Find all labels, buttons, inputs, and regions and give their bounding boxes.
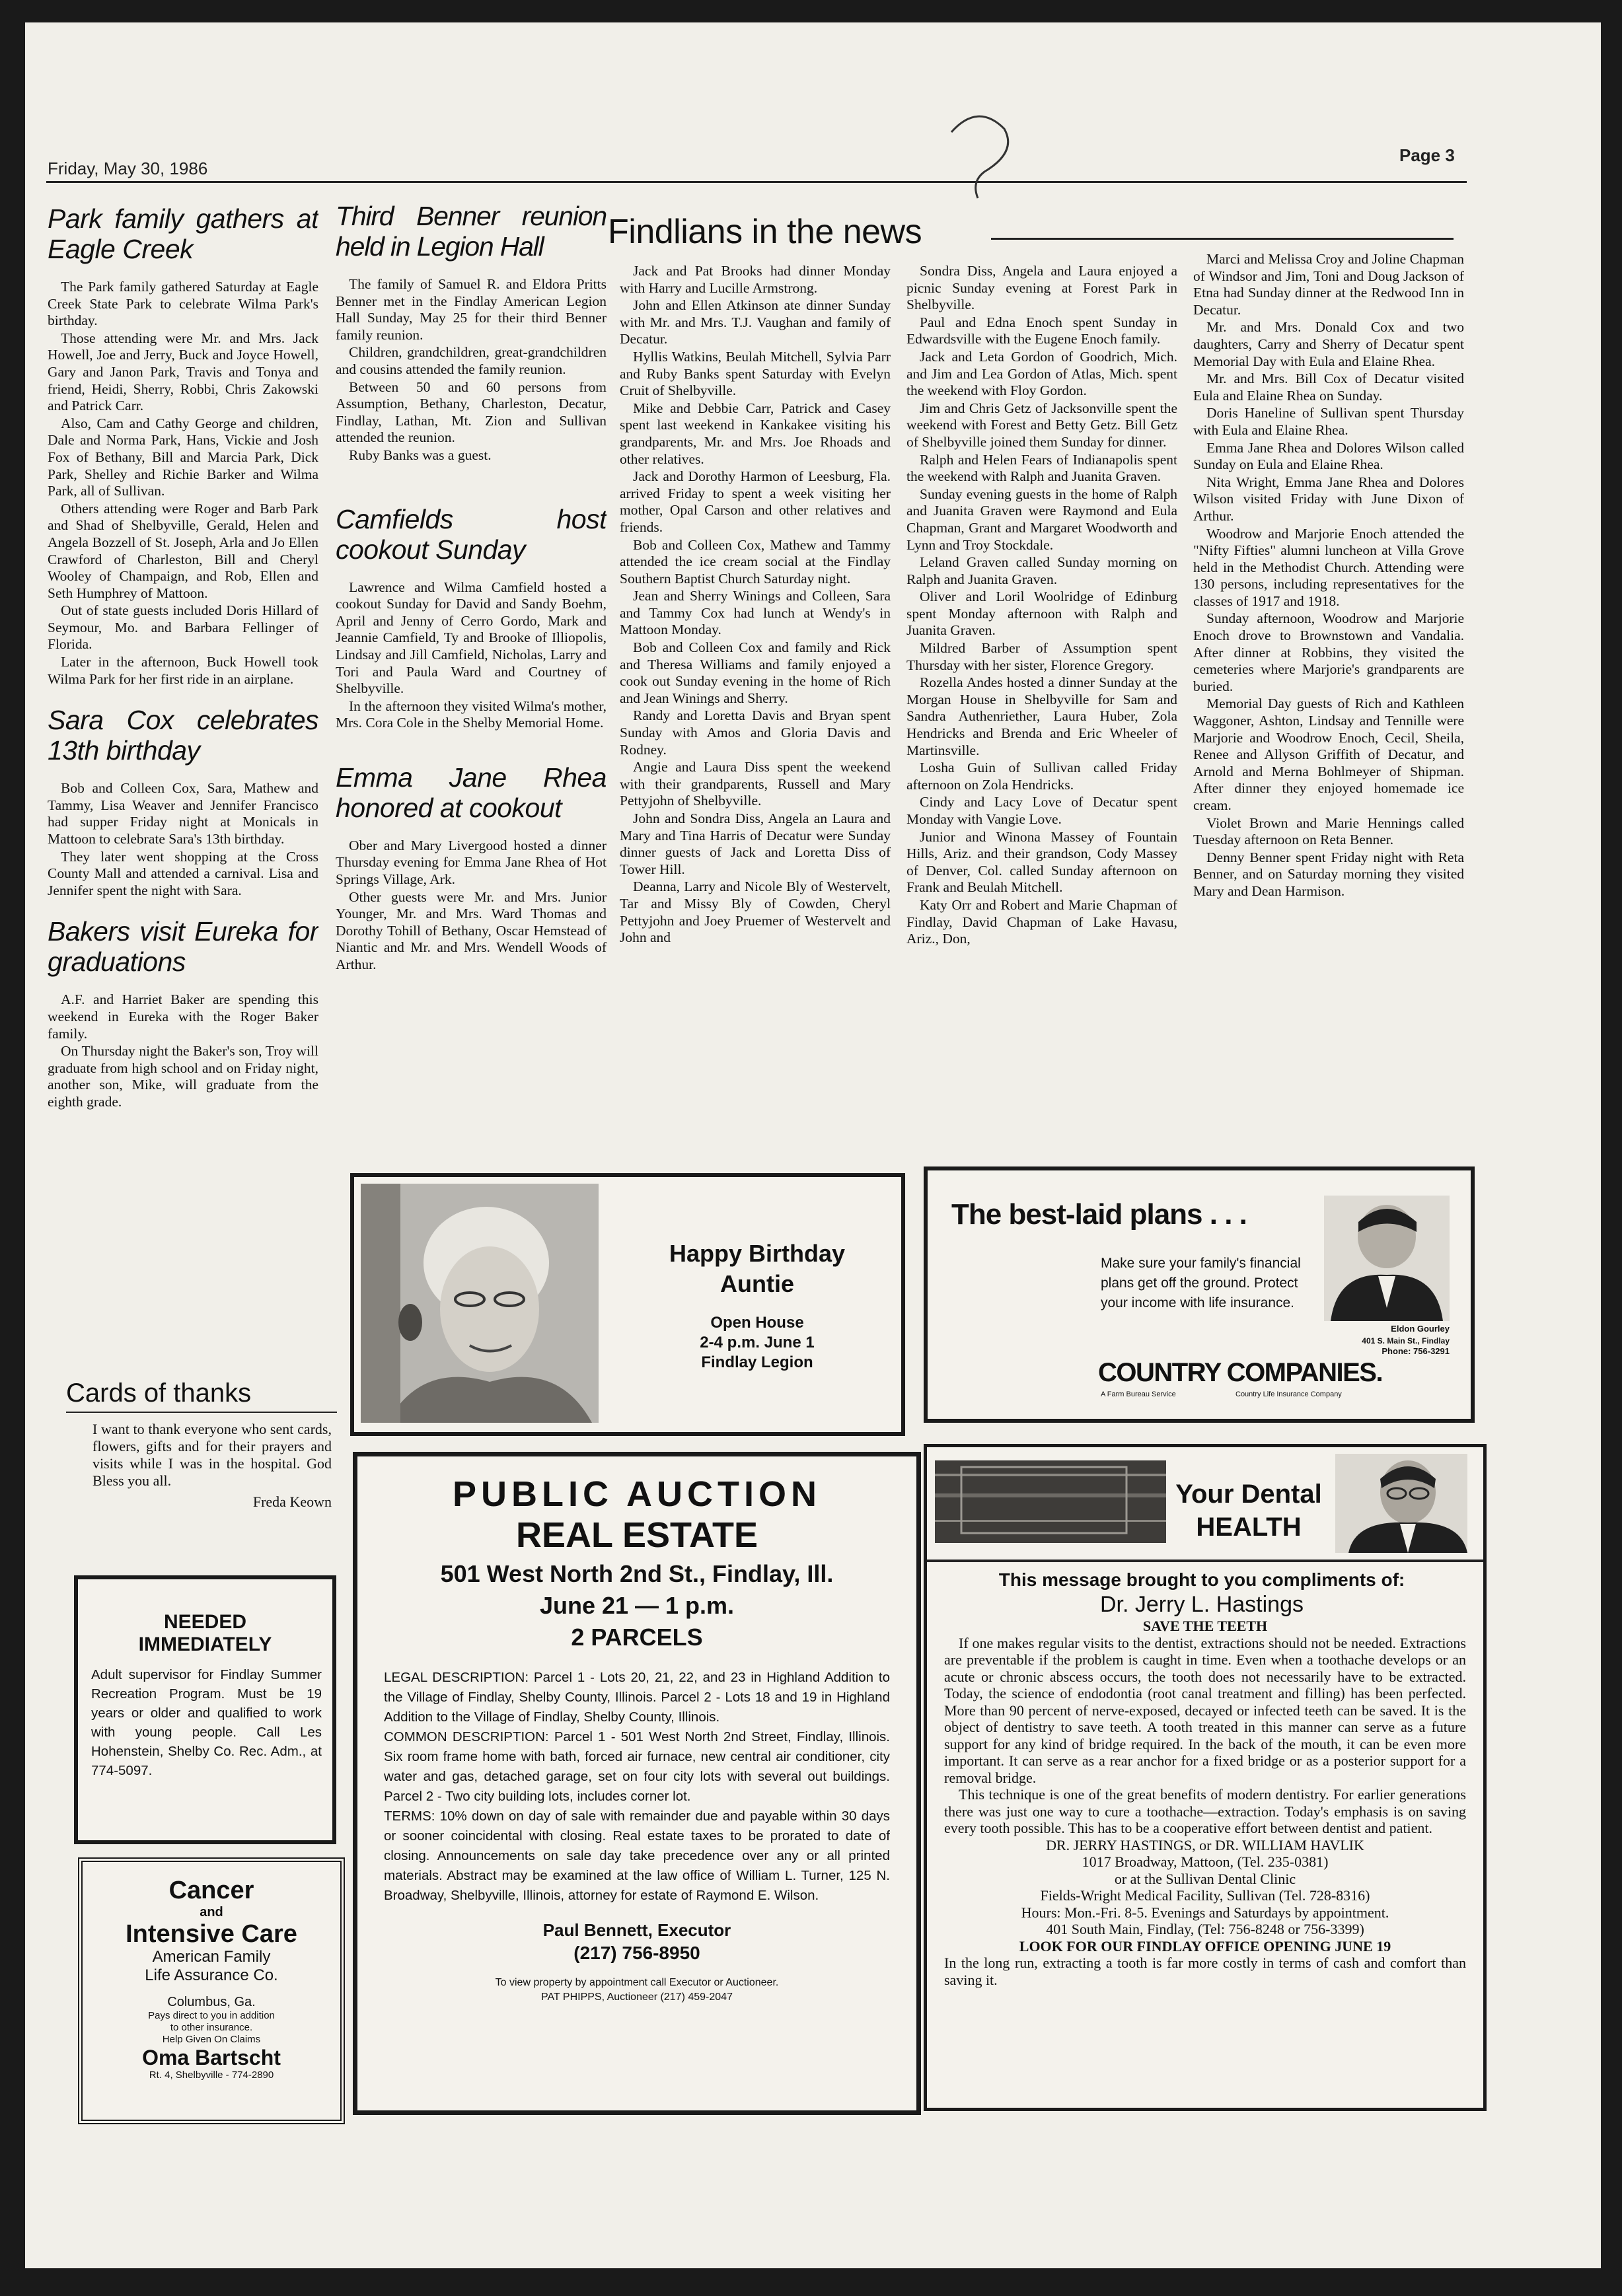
auction-common: COMMON DESCRIPTION: Parcel 1 - 501 West North 2nd Street, Findlay, Illinois. Six room frame home with bath, forced air furnace, new central air conditioner, city water and gas, detached garage, set on four city lots with several out buildings. Parcel 2 - Two city building lots, includes corner lot. xyxy=(384,1729,890,1804)
findlians-item: Katy Orr and Robert and Marie Chapman of Findlay, David Chapman of Lake Havasu, Ariz., Don, xyxy=(906,896,1177,947)
camfields-paragraph: In the afternoon they visited Wilma's mother, Mrs. Cora Cole in the Shelby Memorial Home. xyxy=(336,698,607,731)
birthday-line-1: Happy Birthday xyxy=(669,1240,846,1267)
rhea-paragraph: Ober and Mary Livergood hosted a dinner Thursday evening for Emma Jane Rhea of Hot Springs Village, Ark. xyxy=(336,837,607,888)
camfields-paragraph: Lawrence and Wilma Camfield hosted a cookout Sunday for David and Sandy Boehm, April and Jenny of Cerro Gordo, Mark and Jeannie Camfield, Ty and Brooke of Illiopolis, Lindsay and Jill Camfield, Nicholas, Larry and Tori and Paula Ward and Courtney of Shelbyville. xyxy=(336,579,607,697)
auction-title-1: PUBLIC AUCTION xyxy=(453,1474,821,1514)
cancer-address: Rt. 4, Shelbyville - 774-2890 xyxy=(149,2069,274,2081)
dental-banner-graphic xyxy=(935,1460,1166,1543)
dental-title-1: Your Dental xyxy=(1175,1480,1322,1509)
dental-address-1: DR. JERRY HASTINGS, or DR. WILLIAM HAVLIK xyxy=(1046,1836,1364,1853)
park-headline: Park family gathers at Eagle Creek xyxy=(48,203,318,264)
sara-headline: Sara Cox celebrates 13th birthday xyxy=(48,705,318,766)
cancer-ad xyxy=(78,1857,345,2124)
country-brand-sub-1: A Farm Bureau Service xyxy=(1101,1390,1176,1398)
dental-address-3: or at the Sullivan Dental Clinic xyxy=(1114,1870,1296,1887)
auction-legal: LEGAL DESCRIPTION: Parcel 1 - Lots 20, 21, 22, and 23 in Highland Addition to the Village of Findlay, Shelby County, Illinois. Parcel 2 - Lots 18 and 19 in Highland Addition to the Village of Findlay, Shelby County, Illinois. xyxy=(384,1670,890,1725)
cancer-line-2: and xyxy=(200,1905,223,1919)
dental-rule xyxy=(927,1560,1483,1562)
cancer-line-7: Pays direct to you in addition xyxy=(148,2010,275,2021)
findlians-item: Cindy and Lacy Love of Decatur spent Monday with Vangie Love. xyxy=(906,794,1177,827)
findlians-item: Jack and Leta Gordon of Goodrich, Mich. and Jim and Lea Gordon of Atlas, Mich. spent the weekend with Floy Gordon. xyxy=(906,348,1177,399)
dental-title-2: HEALTH xyxy=(1196,1513,1302,1542)
camfields-headline: Camfields host cookout Sunday xyxy=(336,503,607,565)
dentist-photo xyxy=(1335,1454,1467,1553)
findlians-item: Marci and Melissa Croy and Joline Chapman of Windsor and Jim, Toni and Doug Jackson of Etna had Sunday dinner at the Redwood Inn in Decatur. xyxy=(1193,251,1464,318)
sara-paragraph: They later went shopping at the Cross County Mall and attended a carnival. Lisa and Jennifer spent the night with Sara. xyxy=(48,848,318,898)
bakers-headline: Bakers visit Eureka for graduations xyxy=(48,916,318,978)
findlians-item: Mr. and Mrs. Bill Cox of Decatur visited Eula and Elaine Rhea on Sunday. xyxy=(1193,371,1464,404)
cancer-line-6: Columbus, Ga. xyxy=(167,1995,256,2009)
country-agent-address: 401 S. Main St., Findlay xyxy=(1362,1336,1450,1345)
findlians-item: Mildred Barber of Assumption spent Thursday with her sister, Florence Gregory. xyxy=(906,640,1177,673)
park-paragraph: The Park family gathered Saturday at Eagle Creek State Park to celebrate Wilma Park's birthday. xyxy=(48,279,318,329)
birthday-line-4: 2-4 p.m. June 1 xyxy=(700,1334,815,1351)
findlians-item: Emma Jane Rhea and Dolores Wilson called Sunday on Eula and Elaine Rhea. xyxy=(1193,439,1464,473)
findlians-item: Ralph and Helen Fears of Indianapolis spent the weekend with Ralph and Juanita Graven. xyxy=(906,451,1177,485)
auction-terms: TERMS: 10% down on day of sale with remainder due and payable within 30 days or sooner coincidental with closing. Real estate taxes to be prorated to date of closing. Announcements on sale day take precedence over any or all printed materials. Abstract may be examined at the law office of William L. Turner, 125 N. Broadway, Shelbyville, Illinois, attorney for estate of Raymond E. Wilson. xyxy=(384,1809,890,1903)
park-paragraph: Others attending were Roger and Barb Park and Shad of Shelbyville, Gerald, Helen and Angela Bozzell of St. Joseph, Arla and Jo Ellen Crawford of Charleston, Bill and Cheryl Wooley of Champaign, and Rob, Ellen and Seth Humphrey of Mattoon. xyxy=(48,500,318,601)
portrait-image xyxy=(361,1184,599,1423)
park-paragraph: Those attending were Mr. and Mrs. Jack Howell, Joe and Jerry, Buck and Joyce Howell, Gary and Janon Park, Travis and Tonya and friend, Heidi, Sherry, Robbi, Chris Zakowski and Patrick Carr. xyxy=(48,330,318,414)
dental-doctor: Dr. Jerry L. Hastings xyxy=(1100,1592,1304,1617)
findlians-item: Sunday afternoon, Woodrow and Marjorie Enoch drove to Brownstown and Vandalia. After dinner at Robbins, they visited the cemeteries where Marjorie's grandparents are buried. xyxy=(1193,610,1464,694)
findlians-item: Sondra Diss, Angela and Laura enjoyed a picnic Sunday evening at Forest Park in Shelbyville. xyxy=(906,263,1177,313)
cancer-line-1: Cancer xyxy=(168,1877,254,1904)
cancer-line-4: American Family xyxy=(152,1948,271,1966)
findlians-column-3 xyxy=(1193,251,1464,1151)
cards-of-thanks xyxy=(66,1377,337,1549)
findlians-item: Woodrow and Marjorie Enoch attended the "Nifty Fifties" alumni luncheon at Villa Grove held in the Methodist Church. Attending were 130 persons, including representatives for the classes of 1917 and 1918. xyxy=(1193,525,1464,609)
findlians-item: Memorial Day guests of Rich and Kathleen Waggoner, Ashton, Lindsay and Tennille were Marjorie and Woodrow Enoch, Cecil, Sheila, Renee and Allyson Griffith of Decatur, and Arnold and Merna Bohlmeyer of Shipman. After dinner they enjoyed homemade ice cream. xyxy=(1193,696,1464,813)
auction-footer-2: PAT PHIPPS, Auctioneer (217) 459-2047 xyxy=(541,1991,733,2003)
findlians-item: John and Sondra Diss, Angela an Laura and Mary and Tina Harris of Decatur were Sunday dinner guests of Jack and Loretta Diss of Tower Hill. xyxy=(620,810,891,877)
cancer-agent: Oma Bartscht xyxy=(142,2046,281,2069)
auction-date: June 21 — 1 p.m. xyxy=(539,1592,735,1619)
findlians-item: Rozella Andes hosted a dinner Sunday at the Morgan House in Shelbyville for Sam and Sandra Authenriether, Laura Huber, Zola Hendricks and Brenda and Eric Wheeler of Martinsville. xyxy=(906,674,1177,758)
findlians-item: Deanna, Larry and Nicole Bly of Westervelt, Tar and Missy Bly of Cowden, Cheryl Pettyjohn and Joey Pruemer of Westervelt and John and xyxy=(620,879,891,946)
bakers-paragraph: A.F. and Harriet Baker are spending this weekend in Eureka with the Roger Baker family. xyxy=(48,991,318,1042)
findlians-column-2 xyxy=(906,263,1177,1163)
dental-body xyxy=(944,1618,1466,1988)
dental-subhead: SAVE THE TEETH xyxy=(1142,1618,1268,1634)
findlians-item: Nita Wright, Emma Jane Rhea and Dolores Wilson visited Friday with June Dixon of Arthur. xyxy=(1193,474,1464,524)
cards-title: Cards of thanks xyxy=(66,1379,252,1408)
auction-address: 501 West North 2nd St., Findlay, Ill. xyxy=(440,1560,834,1587)
birthday-line-3: Open House xyxy=(710,1314,804,1332)
dental-hours: Hours: Mon.-Fri. 8-5. Evenings and Saturdays by appointment. xyxy=(1021,1904,1389,1921)
needed-title-2: IMMEDIATELY xyxy=(138,1633,272,1655)
auction-title-2: REAL ESTATE xyxy=(515,1515,758,1555)
dental-para-1: If one makes regular visits to the dentist, extractions should not be needed. Extractions are preventable if the problem is caught in time. Even when a toothache develops or an acute or chronic abscess occurs, the tooth does not necessarily have to be extracted. Today, the science of endodontia (root canal treatment and filling) has been perfected. More than 90 percent of nerve-exposed, decayed or infected teeth can be saved. It is the object of dentistry to save teeth. A tooth treated in this manner can serve as a future support for any kind of bridge required. In the back of the mouth, it can be even more important. It can serve as a rear anchor for a fixed bridge or as a posterior support for a removal bridge. xyxy=(944,1634,1466,1786)
rhea-paragraph: Other guests were Mr. and Mrs. Junior Younger, Mr. and Mrs. Ward Thomas and Dorothy Tohill of Bethany, Oscar Hemstead of Niantic and Mr. and Mrs. Wendell Woods of Arthur. xyxy=(336,888,607,973)
findlians-item: Denny Benner spent Friday night with Reta Benner, and on Saturday morning they visited Mary and Dean Harmison. xyxy=(1193,849,1464,899)
findlians-item: Hyllis Watkins, Beulah Mitchell, Sylvia Parr and Ruby Banks spent Saturday with Evelyn Cruit of Shelbyville. xyxy=(620,348,891,399)
issue-date: Friday, May 30, 1986 xyxy=(48,159,208,178)
benner-paragraph: Ruby Banks was a guest. xyxy=(349,447,492,463)
findlians-item: Leland Graven called Sunday morning on Ralph and Juanita Graven. xyxy=(906,554,1177,587)
findlians-headline: Findlians in the news xyxy=(608,213,922,251)
benner-headline: Third Benner reunion held in Legion Hall xyxy=(336,201,607,262)
findlians-item: Paul and Edna Enoch spent Sunday in Edwardsville with the Eugene Enoch family. xyxy=(906,314,1177,347)
country-brand-sub-2: Country Life Insurance Company xyxy=(1235,1390,1342,1398)
column-2 xyxy=(336,196,607,1166)
findlians-item: Oliver and Loril Woolridge of Edinburg spent Monday afternoon with Ralph and Juanita Graven. xyxy=(906,589,1177,639)
needed-body: Adult supervisor for Findlay Summer Recreation Program. Must be 19 years or older and qualified to work with young people. Call Les Hohenstein, Shelby Co. Rec. Adm., at 774-5097. xyxy=(91,1667,322,1778)
dental-para-2: This technique is one of the great benefits of modern dentistry. For earlier generations there was just one way to cure a toothache—extraction. Today's emphasis is on saving every tooth possible. This has to be a cooperative effort between dentist and patient. xyxy=(944,1786,1466,1836)
sara-paragraph: Bob and Colleen Cox, Sara, Mathew and Tammy, Lisa Weaver and Jennifer Francisco had supper Friday night at Monicals in Mattoon to celebrate Sara's 13th birthday. xyxy=(48,780,318,847)
country-body: Make sure your family's financial plans get off the ground. Protect your income with life insurance. xyxy=(1101,1256,1301,1310)
findlians-rule xyxy=(991,238,1454,240)
park-paragraph: Out of state guests included Doris Hillard of Seymour, Mo. and Barbara Fellinger of Florida. xyxy=(48,602,318,653)
birthday-photo xyxy=(361,1184,599,1423)
findlians-item: John and Ellen Atkinson ate dinner Sunday with Mr. and Mrs. T.J. Vaughan and family of Decatur. xyxy=(620,297,891,347)
country-companies-ad xyxy=(924,1166,1475,1423)
cards-signature: Freda Keown xyxy=(252,1493,332,1510)
cancer-line-3: Intensive Care xyxy=(126,1920,297,1948)
benner-paragraph: Between 50 and 60 persons from Assumption, Bethany, Charleston, Decatur, Findlay, Lathan, Mt. Zion and Sullivan attended the reunion. xyxy=(336,378,607,446)
page-number: Page 3 xyxy=(1399,145,1455,165)
dental-ad xyxy=(924,1444,1487,2111)
findlians-item: Losha Guin of Sullivan called Friday afternoon on Zola Hendricks. xyxy=(906,760,1177,793)
findlians-item: Sunday evening guests in the home of Ralph and Juanita Graven were Raymond and Eula Chapman, Grant and Margaret Woodworth and Lynn and Troy Stockdale. xyxy=(906,485,1177,553)
benner-paragraph: The family of Samuel R. and Eldora Pritts Benner met in the Findlay American Legion Hall Sunday, May 25 for their third Benner family reunion. xyxy=(336,276,607,343)
auction-executor: Paul Bennett, Executor xyxy=(542,1920,731,1940)
needed-title-1: NEEDED xyxy=(163,1611,247,1633)
findlians-item: Jim and Chris Getz of Jacksonville spent the weekend with Forest and Betty Getz. Bill Getz of Shelbyville joined them Sunday for dinner. xyxy=(906,400,1177,450)
birthday-line-5: Findlay Legion xyxy=(701,1353,813,1371)
pencil-mark xyxy=(932,106,1037,205)
findlians-item: Randy and Loretta Davis and Bryan spent Sunday with Amos and Gloria Davis and Rodney. xyxy=(620,707,891,758)
birthday-line-2: Auntie xyxy=(720,1270,794,1297)
dental-address-4: Fields-Wright Medical Facility, Sullivan (Tel. 728-8316) xyxy=(1040,1887,1370,1904)
bakers-paragraph: On Thursday night the Baker's son, Troy will graduate from high school and on Friday night, another son, Mike, will graduate from the eighth grade. xyxy=(48,1043,318,1110)
agent-photo xyxy=(1324,1196,1450,1321)
agent-portrait xyxy=(1324,1196,1450,1321)
birthday-ad xyxy=(350,1173,905,1436)
cancer-line-9: Help Given On Claims xyxy=(162,2034,261,2045)
dental-address-5: 401 South Main, Findlay, (Tel: 756-8248 or 756-3399) xyxy=(1046,1921,1364,1937)
findlians-item: Mike and Debbie Carr, Patrick and Casey spent last weekend in Kankakee visiting his grandparents, Mr. and Mrs. Joe Rhoads and other relatives. xyxy=(620,400,891,467)
findlians-item: Bob and Colleen Cox and family and Rick and Theresa Williams and family enjoyed a cook out Sunday evening in the home of Rich and Jean Winings and Sherry. xyxy=(620,639,891,706)
cancer-line-5: Life Assurance Co. xyxy=(145,1966,278,1984)
auction-ad xyxy=(353,1452,921,2115)
cards-body: I want to thank everyone who sent cards, flowers, gifts and for their prayers and visits while I was in the hospital. God Bless you all. xyxy=(66,1412,337,1489)
findlians-item: Jack and Pat Brooks had dinner Monday with Harry and Lucille Armstrong. xyxy=(620,263,891,296)
auction-phone: (217) 756-8950 xyxy=(573,1943,700,1963)
dental-intro: This message brought to you compliments of: xyxy=(998,1569,1405,1590)
findlians-item: Doris Haneline of Sullivan spent Thursday with Eula and Elaine Rhea. xyxy=(1193,405,1464,438)
country-brand: COUNTRY COMPANIES. xyxy=(1098,1358,1383,1387)
column-1 xyxy=(48,198,318,1381)
dentist-portrait xyxy=(1335,1454,1467,1553)
dental-notice: LOOK FOR OUR FINDLAY OFFICE OPENING JUNE 19 xyxy=(1019,1937,1391,1955)
rhea-headline: Emma Jane Rhea honored at cookout xyxy=(336,762,607,823)
findlians-item: Violet Brown and Marie Hennings called Tuesday afternoon on Reta Benner. xyxy=(1193,814,1464,848)
park-paragraph: Also, Cam and Cathy George and children, Dale and Norma Park, Hans, Vickie and Josh Fox of Bethany, Bill and Marcia Park, Dick Park, Shelley and Richie Barker and Wilma Park, all of Sullivan. xyxy=(48,415,318,499)
country-headline: The best-laid plans . . . xyxy=(951,1198,1247,1231)
findlians-item: Angie and Laura Diss spent the weekend with their grandparents, Russell and Mary Pettyjohn of Shelbyville. xyxy=(620,759,891,809)
dental-address-2: 1017 Broadway, Mattoon, (Tel. 235-0381) xyxy=(1082,1853,1329,1870)
country-agent: Eldon Gourley xyxy=(1391,1324,1450,1334)
auction-parcels: 2 PARCELS xyxy=(571,1624,703,1651)
park-paragraph: Later in the afternoon, Buck Howell took Wilma Park for her first ride in an airplane. xyxy=(48,654,318,687)
findlians-item: Junior and Winona Massey of Fountain Hills, Ariz. and their grandson, Cody Massey of Denver, Col. called Sunday afternoon on Frank and Beulah Mitchell. xyxy=(906,828,1177,896)
findlians-column-1 xyxy=(620,263,891,1163)
auction-footer-1: To view property by appointment call Executor or Auctioneer. xyxy=(495,1977,779,1988)
masthead-rule xyxy=(46,181,1467,183)
benner-paragraph: Children, grandchildren, great-grandchildren and cousins attended the family reunion. xyxy=(336,344,607,377)
needed-ad xyxy=(74,1575,336,1844)
dental-banner-image xyxy=(935,1460,1166,1543)
country-agent-phone: Phone: 756-3291 xyxy=(1382,1346,1450,1356)
findlians-item: Jack and Dorothy Harmon of Leesburg, Fla. arrived Friday to spent a week visiting her mother, Opal Carson and other relatives and friends. xyxy=(620,468,891,535)
dental-closing: In the long run, extracting a tooth is far more costly in terms of cash and comfort than saving it. xyxy=(944,1955,1466,1988)
cancer-line-8: to other insurance. xyxy=(170,2022,253,2033)
findlians-item: Jean and Sherry Winings and Colleen, Sara and Tammy Cox had lunch at Wendy's in Mattoon Monday. xyxy=(620,588,891,638)
findlians-item: Bob and Colleen Cox, Mathew and Tammy attended the ice cream social at the Findlay Southern Baptist Church Saturday night. xyxy=(620,536,891,587)
findlians-item: Mr. and Mrs. Donald Cox and two daughters, Carry and Sherry of Decatur spent Memorial Day with Eula and Elaine Rhea. xyxy=(1193,319,1464,369)
